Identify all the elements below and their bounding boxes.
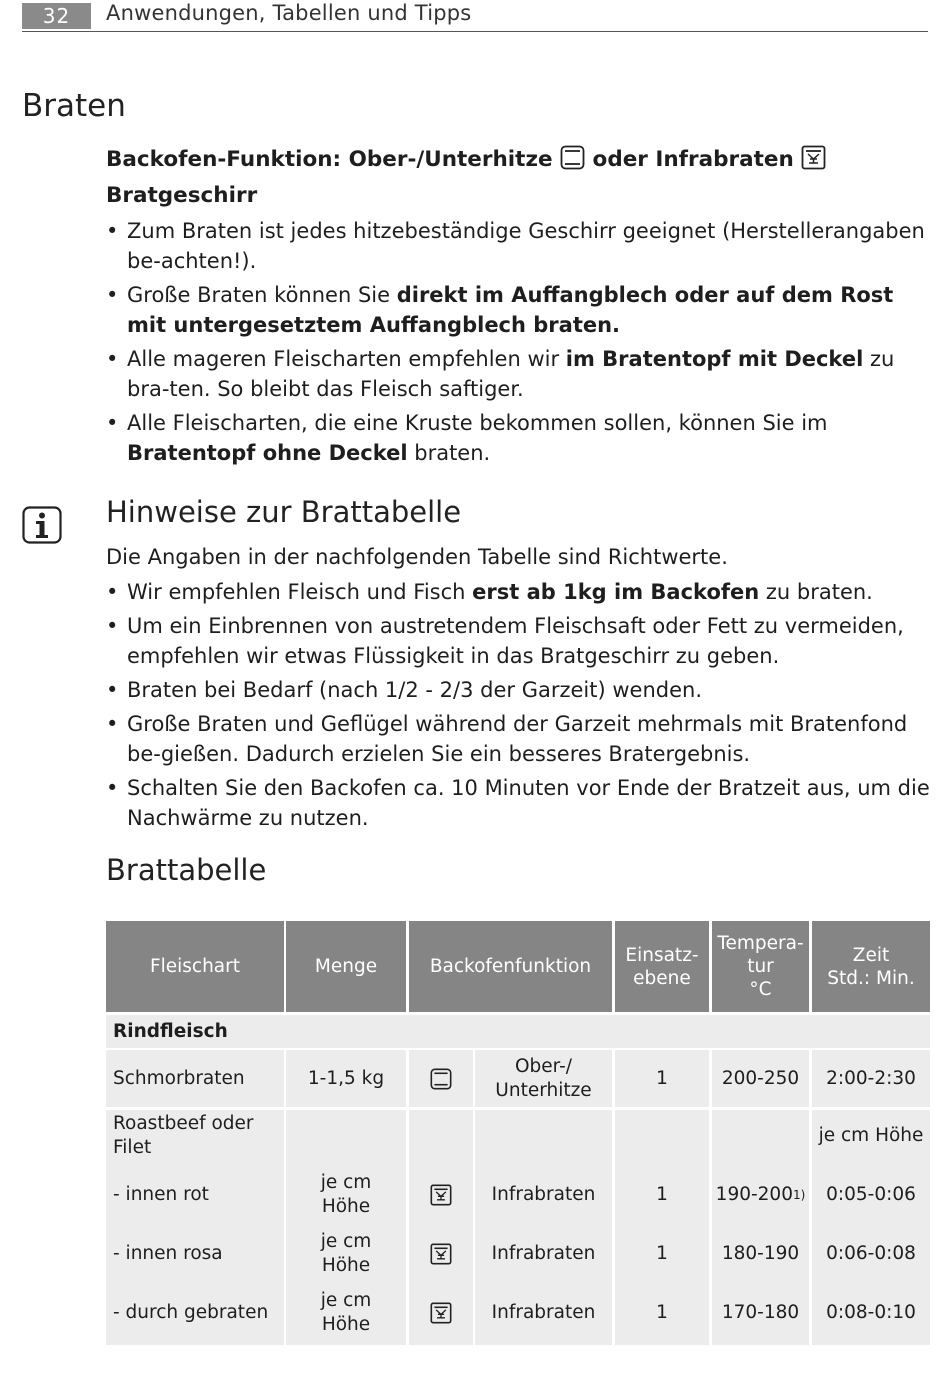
cell-schmor-zeit: 2:00-2:30 <box>812 1050 930 1107</box>
footnote-marker: 1) <box>792 1188 806 1202</box>
cell-roastbeef-row-temp <box>712 1169 809 1221</box>
bratgeschirr-heading: Bratgeschirr <box>106 183 258 208</box>
bullet-text: Um ein Einbrennen von austretendem Fleischsaft oder Fett zu vermeiden, empfehlen wir etwas Flüssigkeit in das Bratgeschirr zu geben. <box>127 614 904 668</box>
bullet-text: Wir empfehlen Fleisch und Fisch <box>127 580 473 604</box>
oven-function-label: Backofen-Funktion: Ober-/Unterhitze <box>106 147 553 172</box>
cell-roastbeef-row-function: Infrabraten <box>491 1184 596 1205</box>
cell-roastbeef-row-menge: je cm Höhe <box>320 1290 372 1335</box>
cell-roastbeef-row-ebene: 1 <box>656 1184 668 1205</box>
cell-roastbeef-zeit-note: je cm Höhe <box>818 1125 924 1146</box>
cell-roastbeef-row-zeit: 0:06-0:08 <box>826 1243 916 1264</box>
header-temperatur: Tempera- tur °C <box>712 921 809 1012</box>
cell-roastbeef-row-function: Infrabraten <box>491 1302 596 1323</box>
header-menge: Menge <box>286 921 406 1012</box>
cell-roastbeef-row-ebene: 1 <box>656 1302 668 1323</box>
cell-roastbeef-row-name: - innen rot <box>113 1184 209 1205</box>
cell-roastbeef-row-ebene: 1 <box>656 1243 668 1264</box>
running-header: Anwendungen, Tabellen und Tipps <box>106 1 472 25</box>
temp-value: 190-200 <box>715 1184 793 1205</box>
category-row: Rindfleisch <box>106 1015 930 1048</box>
bullet-text: Große Braten können Sie <box>127 283 397 307</box>
oven-function-line <box>106 145 826 176</box>
infrabraten-icon <box>409 1228 473 1280</box>
header-einsatzebene: Einsatz- ebene <box>615 921 709 1012</box>
infrabraten-icon <box>409 1287 473 1339</box>
bullet-item <box>106 408 930 468</box>
bullet-text: Alle Fleischarten, die eine Kruste bekommen sollen, können Sie im <box>127 411 828 435</box>
bullet-emphasis: erst ab 1kg im Backofen <box>472 580 760 604</box>
bullet-text: zu braten. <box>759 580 873 604</box>
bullet-text: Große Braten und Geflügel während der Garzeit mehrmals mit Bratenfond be-gießen. Dadurch erzielen Sie ein besseres Bratergebnis. <box>127 712 908 766</box>
info-icon <box>22 506 62 544</box>
bullet-text: braten. <box>407 441 491 465</box>
ober-unterhitze-icon <box>409 1050 473 1107</box>
cell-roastbeef-row-temp <box>712 1228 809 1280</box>
bullet-item <box>106 611 930 671</box>
infrabraten-icon <box>409 1169 473 1221</box>
bullet-emphasis: direkt im Auffangblech oder auf dem Rost mit untergesetztem Auffangblech braten. <box>127 283 894 337</box>
cell-roastbeef-row-zeit: 0:08-0:10 <box>826 1302 916 1323</box>
oven-function-alt: oder Infrabraten <box>592 147 794 172</box>
hinweise-heading: Hinweise zur Brattabelle <box>106 495 462 529</box>
bullet-item <box>106 344 930 404</box>
bullet-text: zu bra-ten. So bleibt das Fleisch saftiger. <box>127 347 895 401</box>
cell-roastbeef-row-temp <box>712 1287 809 1339</box>
cell-schmor-name: Schmorbraten <box>106 1050 284 1107</box>
temp-value: 170-180 <box>721 1302 800 1323</box>
bullet-item <box>106 709 930 769</box>
bullet-item <box>106 216 930 276</box>
ober-unterhitze-icon <box>560 145 585 176</box>
bullet-item <box>106 675 930 705</box>
bullet-item <box>106 773 930 833</box>
cell-roastbeef-row-function: Infrabraten <box>491 1243 596 1264</box>
bullet-text: Braten bei Bedarf (nach 1/2 - 2/3 der Garzeit) wenden. <box>127 678 702 702</box>
table-title: Brattabelle <box>106 853 267 887</box>
page-number: 32 <box>22 3 91 29</box>
hinweise-intro: Die Angaben in der nachfolgenden Tabelle sind Richtwerte. <box>106 545 728 569</box>
header-zeit: Zeit Std.: Min. <box>812 921 930 1012</box>
cell-roastbeef-row-name: - durch gebraten <box>113 1302 269 1323</box>
cell-roastbeef-row-menge: je cm Höhe <box>320 1231 372 1276</box>
bullet-text: Schalten Sie den Backofen ca. 10 Minuten vor Ende der Bratzeit aus, um die Nachwärme zu nutzen. <box>127 776 930 830</box>
bullet-text: Zum Braten ist jedes hitzebeständige Geschirr geeignet (Herstellerangaben be-achten!). <box>127 219 925 273</box>
bullet-emphasis: im Bratentopf mit Deckel <box>565 347 864 371</box>
cell-roastbeef-row-zeit: 0:05-0:06 <box>826 1184 916 1205</box>
cell-schmor-ebene: 1 <box>615 1050 709 1107</box>
bratgeschirr-list <box>106 216 930 472</box>
hinweise-list <box>106 577 930 837</box>
section-title: Braten <box>22 88 126 124</box>
cell-roastbeef-row-name: - innen rosa <box>113 1243 223 1264</box>
cell-schmor-menge: 1-1,5 kg <box>286 1050 406 1107</box>
infrabraten-icon <box>801 145 826 176</box>
header-divider <box>22 31 928 32</box>
header-fleischart: Fleischart <box>106 921 284 1012</box>
bullet-item <box>106 280 930 340</box>
cell-schmor-temp: 200-250 <box>712 1050 809 1107</box>
cell-roastbeef-row-menge: je cm Höhe <box>320 1172 372 1217</box>
bullet-text: Alle mageren Fleischarten empfehlen wir <box>127 347 566 371</box>
header-backofenfunktion: Backofenfunktion <box>409 921 612 1012</box>
cell-schmor-function: Ober-/ Unterhitze <box>475 1050 612 1107</box>
cell-roastbeef-name: Roastbeef oder Filet <box>113 1113 254 1158</box>
temp-value: 180-190 <box>721 1243 800 1264</box>
bullet-emphasis: Bratentopf ohne Deckel <box>127 441 408 465</box>
bullet-item <box>106 577 930 607</box>
